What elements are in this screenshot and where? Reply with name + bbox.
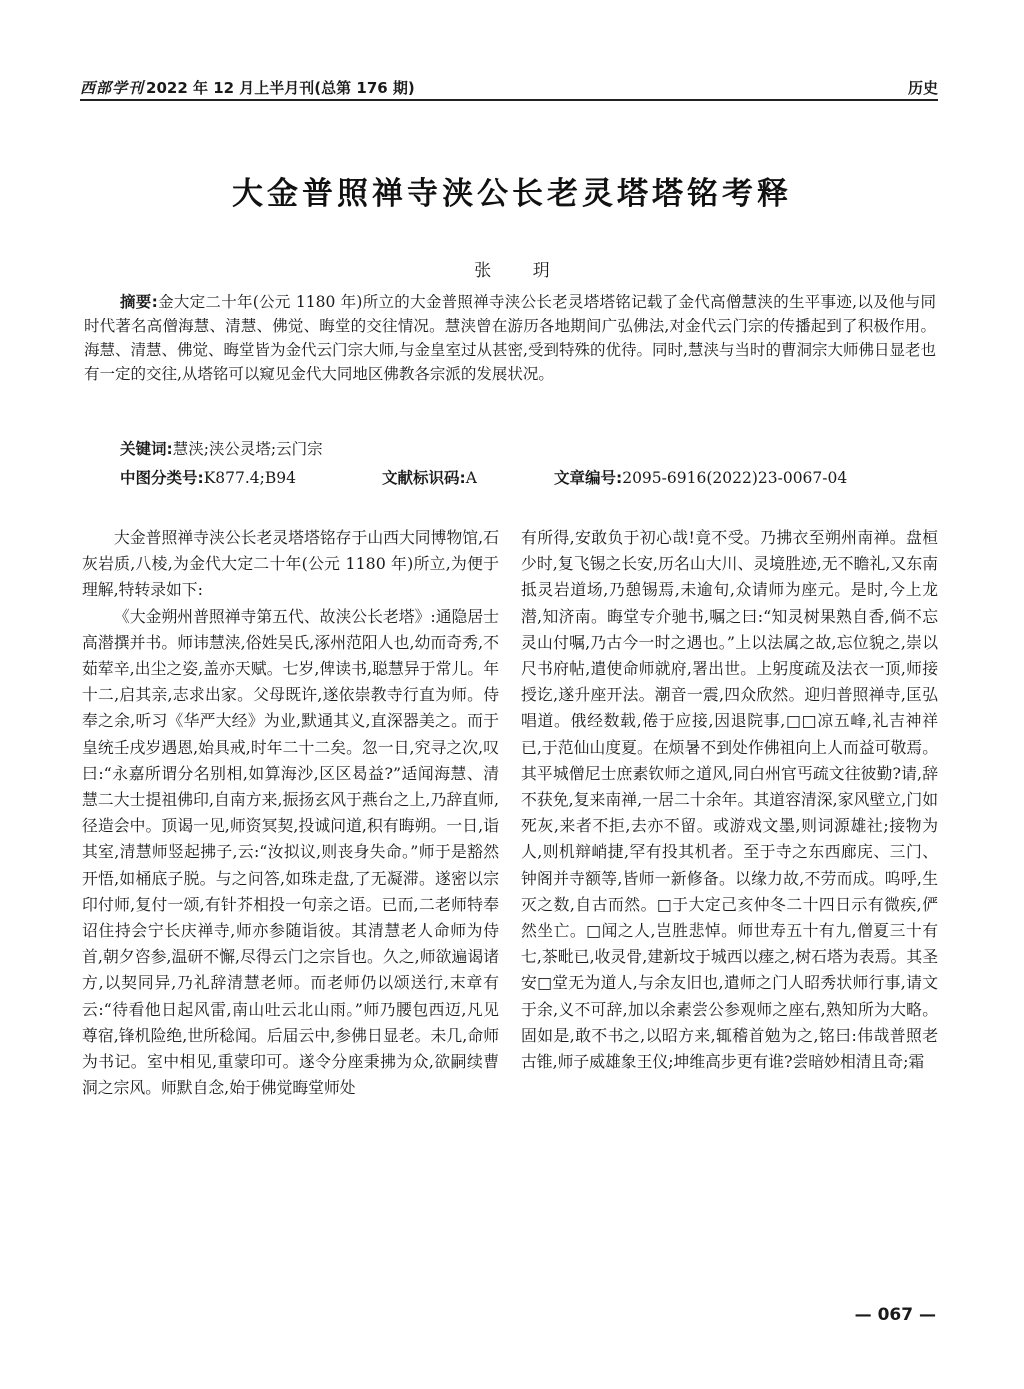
header-rule xyxy=(80,99,938,101)
keywords xyxy=(120,437,323,461)
clc-label: 中图分类号: xyxy=(120,469,204,487)
body-paragraph: 大金普照禅寺浃公长老灵塔塔铭存于山西大同博物馆,石灰岩质,八棱,为金代大定二十年(公元 1180 年)所立,为便于理解,特转录如下: xyxy=(82,528,499,600)
article-value: 2095-6916(2022)23-0067-04 xyxy=(622,469,848,487)
article-label: 文章编号: xyxy=(554,469,623,487)
article-title: 大金普照禅寺浃公长老灵塔塔铭考释 xyxy=(232,176,792,212)
issue-info: 2022 年 12 月上半月刊(总第 176 期) xyxy=(146,79,415,97)
journal-name: 西部学刊 xyxy=(80,79,145,97)
keywords-label: 关键词: xyxy=(120,440,173,458)
body-paragraph: 《大金朔州普照禅寺第五代、故浃公长老塔》:通隐居士高潜撰并书。师讳慧浃,俗姓吴氏,涿州范阳人也,幼而奇秀,不茹荤辛,出尘之姿,盖亦天赋。七岁,俾读书,聪慧异于常儿。年十二,启其亲,志求出家。父母既许,遂依崇教寺行直为师。侍奉之余,听习《华严大经》为业,默通其义,直深器美之。而于皇统壬戌岁遇恩,始具戒,时年二十二矣。忽一日,究寻之次,叹曰:“永嘉所谓分名别相,如算海沙,区区曷益?”适闻海慧、清慧二大士提祖佛印,自南方来,振扬玄风于燕台之上,乃辞直师,径造会中。顶谒一见,师资冥契,投诚问道,积有晦朔。一日,诣其室,清慧师竖起拂子,云:“汝拟议,则丧身失命。”师于是豁然开悟,如桶底子脱。与之问答,如珠走盘,了无凝滞。遂密以宗印付师,复付一颂,有针芥相投一句亲之语。已而,二老师特奉诏住持会宁长庆禅寺,师亦参随诣彼。其清慧老人命师为侍首,朝夕咨参,温研不懈,尽得云门之宗旨也。久之,师欲遍谒诸方,以契同异,乃礼辞清慧老师。而老师仍以颂送行,末章有云:“待看他日起风雷,南山吐云北山雨。”师乃腰包西迈,凡见尊宿,锋机险绝,世所稔闻。后届云中,参佛日显老。未几,命师为书记。室中相见,重蒙印可。遂令分座秉拂为众,欲嗣续曹洞之宗风。师默自念,始于佛觉晦堂师处 xyxy=(82,606,499,1098)
doc-label: 文献标识码: xyxy=(382,469,466,487)
clc-code xyxy=(120,466,382,490)
running-header xyxy=(80,72,938,98)
classification-line xyxy=(120,466,936,490)
doc-value: A xyxy=(465,469,477,487)
abstract-text: 金大定二十年(公元 1180 年)所立的大金普照禅寺浃公长老灵塔塔铭记载了金代高僧慧浃的生平事迹,以及他与同时代著名高僧海慧、清慧、佛觉、晦堂的交往情况。慧浃曾在游历各地期间广弘佛法,对金代云门宗的传播起到了积极作用。海慧、清慧、佛觉、晦堂皆为金代云门宗大师,与金皇室过从甚密,受到特殊的优待。同时,慧浃与当时的曹洞宗大师佛日显老也有一定的交往,从塔铭可以窥见金代大同地区佛教各宗派的发展状况。 xyxy=(84,293,936,383)
abstract xyxy=(84,290,936,386)
clc-value: K877.4;B94 xyxy=(203,469,296,487)
body-column-right xyxy=(521,525,938,1075)
body-column-left xyxy=(82,525,499,1101)
section-label: 历史 xyxy=(907,79,938,97)
article-code xyxy=(554,466,847,490)
abstract-label: 摘要: xyxy=(120,293,158,311)
article-author: 张 玥 xyxy=(474,261,568,281)
doc-code xyxy=(382,466,554,490)
body-paragraph: 有所得,安敢负于初心哉!竟不受。乃拂衣至朔州南禅。盘桓少时,复飞锡之长安,历名山大川、灵境胜迹,无不瞻礼,又东南抵灵岩道场,乃憩锡焉,未逾旬,众请师为座元。是时,今上龙潜,知济南。晦堂专介驰书,嘱之曰:“知灵树果熟自香,倘不忘灵山付嘱,乃古今一时之遇也。”上以法属之故,忘位貌之,崇以尺书府帖,遣使命师就府,署出世。上躬度疏及法衣一顶,师接授讫,遂升座开法。潮音一震,四众欣然。迎归普照禅寺,匡弘唱道。俄经数载,倦于应接,因退院事,□□凉五峰,礼吉神祥已,于范仙山度夏。在烦暑不到处作佛祖向上人而益可敬焉。其平城僧尼士庶素钦师之道风,同白州官丐疏文往彼勤?请,辞不获免,复来南禅,一居二十余年。其道容清深,家风壁立,门如死灰,来者不拒,去亦不留。或游戏文墨,则词源雄社;接物为人,则机辩峭捷,罕有投其机者。至于寺之东西廊庑、三门、钟阁并寺额等,皆师一新修备。以缘力故,不劳而成。呜呼,生灭之数,自古而然。□于大定己亥仲冬二十四日示有微疾,俨然坐亡。□闻之人,岂胜悲悼。师世寿五十有九,僧夏三十有七,茶毗已,收灵骨,建新坟于城西以瘗之,树石塔为表焉。其圣安□堂无为道人,与余友旧也,遣师之门人昭秀状师行事,请文于余,义不可辞,加以余素尝公参观师之座右,熟知所为大略。固如是,敢不书之,以昭方来,辄稽首勉为之,铭曰:伟哉普照老古锥,师子威雄象王仪;坤维高步更有谁?尝暗妙相清且奇;霜 xyxy=(521,528,938,1072)
page-number: — 067 — xyxy=(854,1305,936,1325)
keywords-text: 慧浃;浃公灵塔;云门宗 xyxy=(172,440,323,458)
journal-info xyxy=(80,77,415,98)
